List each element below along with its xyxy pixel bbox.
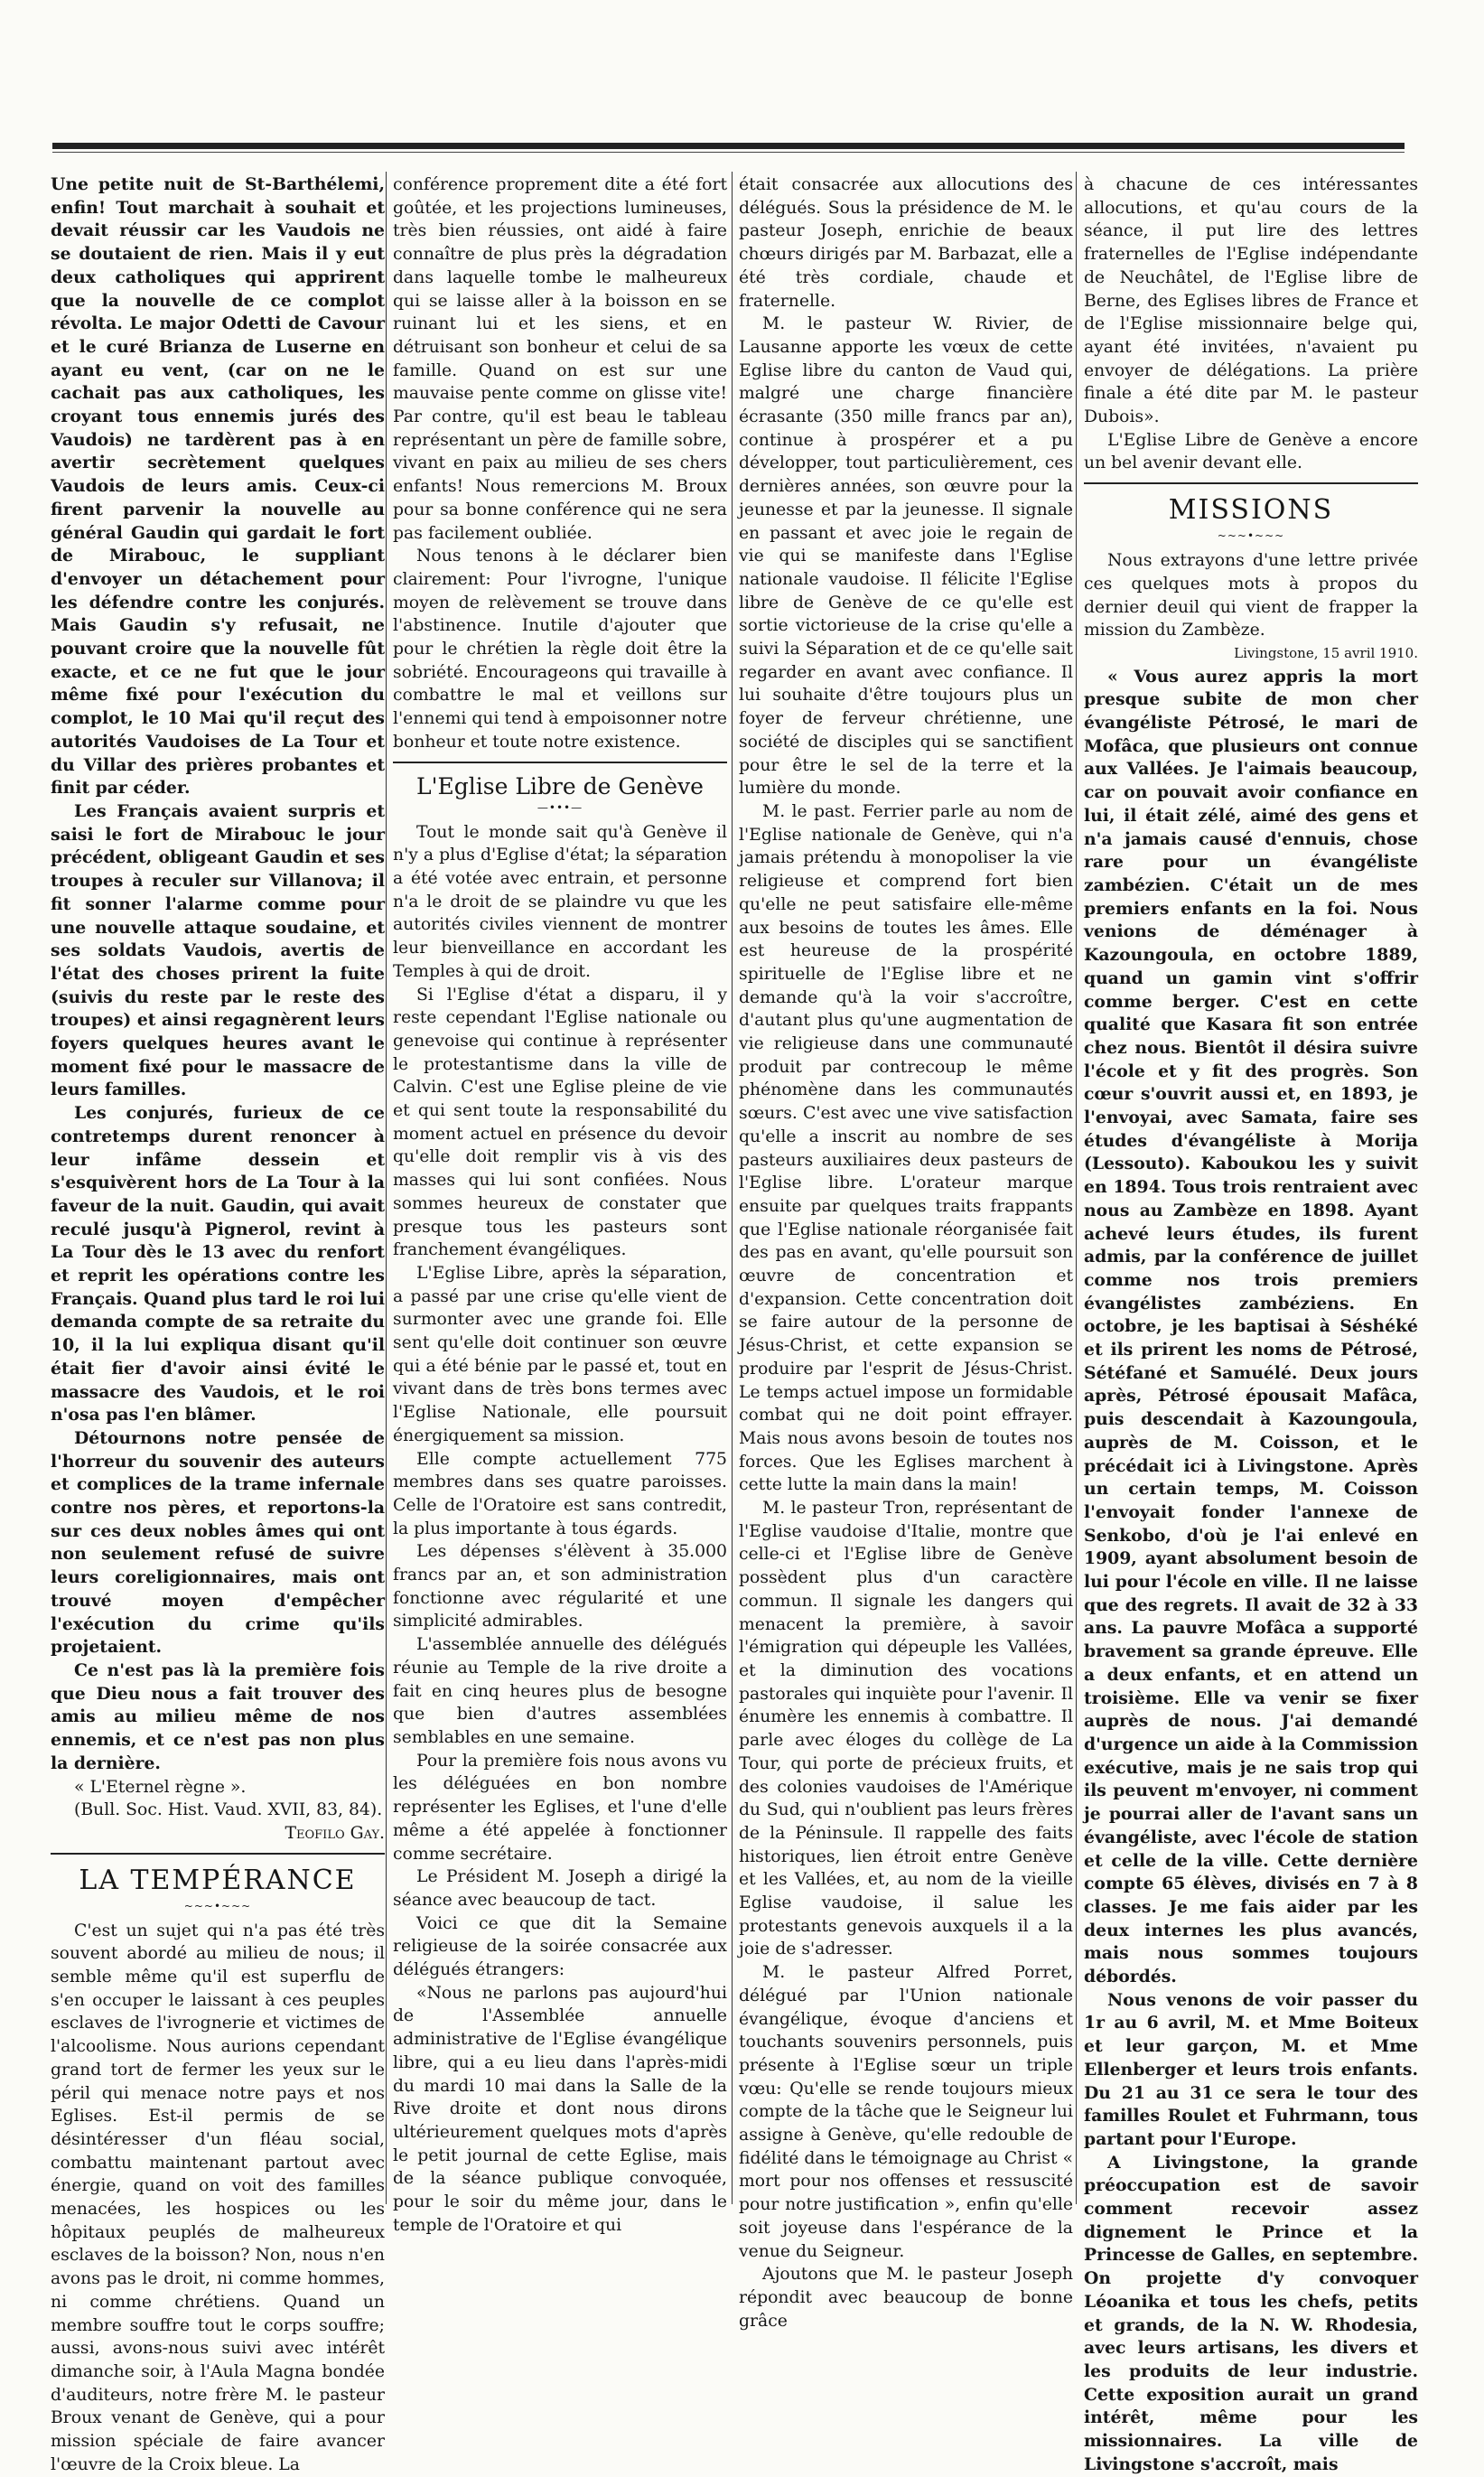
top-rule-thin	[52, 152, 1405, 153]
paragraph: M. le pasteur W. Rivier, de Lausanne apporte les vœux de cette Eglise libre du canton de Vaud qui, malgré une charge financière écrasante (350 mille francs par an), continue à prospérer et a pu développer, tout particulièrement, ces dernières années, son œuvre pour la jeunesse et par la jeunesse. Il signale en passant et avec joie le regain de vie qui se manifeste dans l'Eglise nationale vaudoise. Il félicite l'Eglise libre de Genève de ce qu'elle est sortie victorieuse de la crise qu'elle a suivi la Séparation et de ce qu'elle sait regarder en avant avec confiance. Il lui souhaite d'être toujours plus un foyer de ferveur chrétienne, une société de disciples qui se sanctifient pour être le sel de la terre et la lumière du monde.	[739, 314, 1073, 799]
paragraph: Les dépenses s'élèvent à 35.000 francs par an, et son administration fonctionne avec régularité et une simplicité admirables.	[393, 1542, 727, 1631]
ornament: ~~~•~~~	[183, 1899, 252, 1912]
paragraph: Le Président M. Joseph a dirigé la séance avec beaucoup de tact.	[393, 1867, 727, 1910]
paragraph: Détournons notre pensée de l'horreur du souvenir des auteurs et complices de la trame infernale contre nos pères, et reportons-la sur ces deux nobles âmes qui ont non seulement refusé de suivre leurs coreligionnaires, mais ont trouvé moyen d'empêcher l'exécution du crime qu'ils projetaient.	[51, 1427, 385, 1658]
section-rule	[1084, 482, 1418, 484]
ornament: —•••—	[537, 800, 583, 814]
paragraph: Voici ce que dit la Semaine religieuse de la soirée consacrée aux délégués étrangers:	[393, 1913, 727, 1980]
paragraph: était consacrée aux allocutions des délégués. Sous la présidence de M. le pasteur Joseph, enrichie de beaux chœurs dirigés par M. Barbazat, elle a été très cordiale, chaude et fraternelle.	[739, 175, 1073, 311]
paragraph: conférence proprement dite a été fort goûtée, et les projections lumineuses, très bien réussies, ont aidé à faire connaître de plus près la dégradation dans laquelle tombe le malheureux qui se laisse aller à la boisson en se ruinant lui et les siens, et en détruisant son bonheur et celui de sa famille. Quand on est sur une mauvaise pente comme on glisse vite! Par contre, qu'il est beau le tableau représentant un père de famille sobre, vivant en paix au milieu de ses chers enfants! Nous remercions M. Broux pour sa bonne conférence qui ne sera pas facilement oubliée.	[393, 175, 727, 543]
paragraph: Une petite nuit de St-Barthélemi, enfin! Tout marchait à souhait et devait réussir car les Vaudois ne se doutaient de rien. Mais il y eut deux catholiques qui apprirent que la nouvelle de ce complot révolta. Le major Odetti de Cavour et le curé Brianza de Luserne en ayant eu vent, (car on ne le cachait pas aux catholiques, les croyant tous ennemis jurés des Vaudois) ne tardèrent pas à en avertir secrètement quelques Vaudois de leurs amis. Ceux-ci firent parvenir la nouvelle au général Gaudin qui gardait le fort de Mirabouc, le suppliant d'envoyer un détachement pour les défendre contre les conjurés. Mais Gaudin s'y refusait, ne pouvant croire que la nouvelle fût exacte, et ce ne fut que le jour même fixé pour l'exécution du complot, le 10 Mai qu'il reçut des autorités Vaudoises de La Tour et du Villar des prières probantes et finit par céder.	[51, 174, 385, 799]
paragraph: L'Eglise Libre, après la séparation, a passé par une crise qu'elle vient de surmonter avec une grande foi. Elle sent qu'elle doit continuer son œuvre qui a été bénie par le passé et, tout en vivant dans de très bons termes avec l'Eglise Nationale, elle poursuit énergiquement sa mission.	[393, 1263, 727, 1445]
paragraph: Tout le monde sait qu'à Genève il n'y a plus d'Eglise d'état; la séparation a été votée avec entrain, et personne n'a le droit de se plaindre vu que les autorités civiles viennent de montrer leur bienveillance en accordant les Temples à qui de droit.	[393, 822, 727, 981]
column-3	[739, 173, 1073, 2331]
paragraph: M. le pasteur Alfred Porret, délégué par l'Union nationale évangélique, évoque d'anciens et touchants souvenirs personnels, puis présente à l'Eglise sœur un triple vœu: Qu'elle se rende toujours mieux compte de la tâche que le Seigneur lui assigne à Genève, qu'elle redouble de fidélité dans le témoignage au Christ « mort pour nos offenses et ressuscité pour notre justification », enfin qu'elle soit joyeuse dans l'espérance de la venue du Seigneur.	[739, 1963, 1073, 2261]
paragraph: L'assemblée annuelle des délégués réunie au Temple de la rive droite a fait en cinq heures plus de besogne que bien d'autres assemblées semblables en une semaine.	[393, 1635, 727, 1747]
top-rule	[52, 143, 1405, 149]
paragraph: à chacune de ces intéressantes allocutions, et qu'au cours de la séance, il put lire des lettres fraternelles de l'Eglise indépendante de Neuchâtel, de l'Eglise libre de Berne, des Eglises libres de France et de l'Eglise missionnaire belge qui, ayant été invitées, n'avaient pu envoyer de délégations. La prière finale a été dite par M. le pasteur Dubois».	[1084, 175, 1418, 427]
column-divider	[732, 172, 733, 2204]
paragraph: «Nous ne parlons pas aujourd'hui de l'Assemblée annuelle administrative de l'Eglise évangélique libre, qui a eu lieu dans l'après-midi du mardi 10 mai dans la Salle de la Rive droite et dont nous dirons ultérieurement quelques mots d'après le petit journal de cette Eglise, mais de la séance publique convoquée, pour le soir du même jour, dans le temple de l'Oratoire et qui	[393, 1983, 727, 2235]
paragraph: Elle compte actuellement 775 membres dans ses quatre paroisses. Celle de l'Oratoire est sans contredit, la plus importante à tous égards.	[393, 1449, 727, 1538]
column-2	[393, 173, 727, 2235]
paragraph: A Livingstone, la grande préoccupation est de savoir comment recevoir assez dignement le Prince et la Princesse de Galles, en septembre. On projette d'y convoquer Léoanika et tous les chefs, petits et grands, de la N. W. Rhodesia, avec leurs artisans, les divers et les produits de leur industrie. Cette exposition aurait un grand intérêt, même pour les missionnaires. La ville de Livingstone s'accroît, mais	[1084, 2152, 1418, 2474]
section-rule	[51, 1853, 385, 1855]
reference: (Bull. Soc. Hist. Vaud. XVII, 83, 84).	[74, 1800, 383, 1820]
paragraph: Les Français avaient surpris et saisi le fort de Mirabouc le jour précédent, obligeant Gaudin et ses troupes à reculer sur Villanova; il fit sonner l'alarme comme pour une nouvelle attaque soudaine, et ses soldats Vaudois, avertis de l'état des choses prirent la fuite (suivis du reste par le reste des troupes) et ainsi regagnèrent leurs foyers quelques heures avant le moment fixé pour le massacre de leurs familles.	[51, 800, 386, 1100]
column-divider	[386, 172, 387, 2204]
paragraph: Les conjurés, furieux de ce contretemps durent renoncer à leur infâme dessein et s'esquivèrent hors de La Tour à la faveur de la nuit. Gaudin, qui avait reculé jusqu'à Pignerol, revint à La Tour dès le 13 avec du renfort et reprit les opérations contre les Français. Quand plus tard le roi lui demanda compte de sa retraite du 10, il la lui expliqua disant qu'il était fier d'avoir ainsi évité le massacre des Vaudois, et le roi n'osa pas l'en blâmer.	[51, 1103, 385, 1425]
paragraph: Pour la première fois nous avons vu les déléguées en bon nombre représenter les Eglises, et l'une d'elle même a été appelée à fonctionner comme secrétaire.	[393, 1751, 727, 1864]
paragraph: Ajoutons que M. le pasteur Joseph répondit avec beaucoup de bonne grâce	[739, 2265, 1073, 2331]
paragraph: C'est un sujet qui n'a pas été très souvent abordé au milieu de nous; il semble même qu'il est superflu de s'en occuper le laissant à ces peuples esclaves de l'ivrognerie et victimes de l'alcoolisme. Nous aurions cependant grand tort de fermer les yeux sur le péril qui menace notre pays et nos Eglises. Est-il permis de se désintéresser d'un fléau social, combattu maintenant partout avec énergie, quand on voit des familles menacées, les hospices ou les hôpitaux peuplés de malheureux esclaves de la boisson? Non, nous n'en avons pas le droit, ni comme hommes, ni comme chrétiens. Quand un membre souffre tout le corps souffre; aussi, avons-nous suivi avec intérêt dimanche soir, à l'Aula Magna bondée d'auditeurs, notre frère M. le pasteur Broux venant de Genève, qui a pour mission spéciale de faire avancer l'œuvre de la Croix bleue. La	[51, 1921, 385, 2474]
signature: Teofilo Gay.	[285, 1823, 385, 1843]
dateline: Livingstone, 15 avril 1910.	[1234, 644, 1418, 661]
paragraph: M. le past. Ferrier parle au nom de l'Eglise nationale de Genève, qui n'a jamais prétendu à monopoliser la vie religieuse et comprend fort bien qu'elle ne peut satisfaire elle-même aux besoins de toutes les âmes. Elle est heureuse de la prospérité spirituelle de l'Eglise libre et ne demande qu'à la voir s'accroître, d'autant plus qu'une augmentation de vie religieuse dans une communauté produit par contrecoup le même phénomène dans les communautés sœurs. C'est avec une vive satisfaction qu'elle a inscrit au nombre de ses pasteurs auxiliaires deux pasteurs de l'Eglise libre. L'orateur marque ensuite par quelques traits frappants que l'Eglise nationale réorganisée fait des pas en avant, qu'elle poursuit son œuvre de concentration et d'expansion. Cette concentration doit se faire autour de la personne de Jésus-Christ, et cette expansion se produire par l'esprit de Jésus-Christ. Le temps actuel impose un formidable combat qui ne doit point effrayer. Mais nous avons besoin de toutes nos forces. Que les Eglises marchent à cette lutte la main dans la main!	[739, 801, 1073, 1495]
ornament: ~~~•~~~	[1217, 529, 1285, 543]
paragraph: Si l'Eglise d'état a disparu, il y reste cependant l'Eglise nationale ou genevoise qui continue à représenter le protestantisme dans la ville de Calvin. C'est une Eglise pleine de vie et qui sent toute la responsabilité du moment actuel en présence du devoir qu'elle doit remplir vis à vis des masses qui lui sont confiées. Nous sommes heureux de constater que presque tous les pasteurs sont franchement évangéliques.	[393, 985, 727, 1260]
paragraph: Ce n'est pas là la première fois que Dieu nous a fait trouver des amis au milieu même de nos ennemis, et ce n'est pas non plus la dernière.	[51, 1660, 385, 1773]
section-title-temperance: LA TEMPÉRANCE	[79, 1864, 357, 1896]
column-1	[51, 173, 386, 2474]
paragraph: « Vous aurez appris la mort presque subite de mon cher évangéliste Pétrosé, le mari de Mofâca, que plusieurs ont connue aux Vallées. Je l'aimais beaucoup, car on pouvait avoir confiance en lui, il était zélé, aimé des gens et n'a jamais causé d'ennuis, chose rare pour un évangéliste zambézien. C'était un de mes premiers enfants en la foi. Nous venions de déménager à Kazoungoula, en octobre 1889, quand un gamin vint s'offrir comme berger. C'est en cette qualité que Kasara fit son entrée chez nous. Bientôt il désira suivre l'école et y fit des progrès. Son cœur s'ouvrit aussi et, en 1893, je l'envoyai, avec Samata, faire ses études d'évangéliste à Morija (Lessouto). Kaboukou les y suivit en 1894. Tous trois rentraient avec nous au Zambèze en 1898. Ayant achevé leurs études, ils furent admis, par la conférence de juillet comme nos trois premiers évangélistes zambéziens. En octobre, je les baptisai à Séshéké et ils prirent les noms de Pétrosé, Sétéfané et Samuélé. Deux jours après, Pétrosé épousait Mafâca, puis descendait à Kazoungoula, auprès de M. Coisson, et le précédait ici à Livingstone. Après un certain temps, M. Coisson l'envoyait fonder l'annexe de Senkobo, d'où je l'ai enlevé en 1909, ayant absolument besoin de lui pour l'école en ville. Il ne laisse que des regrets. Il avait de 32 à 33 ans. La pauvre Mofâca a supporté bravement sa grande épreuve. Elle a deux enfants, et en attend un troisième. Elle va venir se fixer auprès de nous. J'ai demandé d'urgence un aide à la Commission exécutive, mais je ne sais trop qui ils peuvent m'envoyer, ni comment je pourrai aller de l'avant sans un évangéliste, avec l'école de station et celle de la ville. Cette dernière compte 65 élèves, divisés en 7 à 8 classes. Je me fais aider par les deux internes les plus avancés, mais nous sommes toujours débordés.	[1084, 666, 1418, 1987]
quote: « L'Eternel règne ».	[74, 1777, 247, 1797]
paragraph: Nous venons de voir passer du 1r au 6 avril, M. et Mme Boiteux et leur garçon, M. et Mme Ellenberger et leurs trois enfants. Du 21 au 31 ce sera le tour des familles Roulet et Fuhrmann, tous partant pour l'Europe.	[1084, 1989, 1418, 2149]
paragraph: L'Eglise Libre de Genève a encore un bel avenir devant elle.	[1084, 430, 1418, 473]
column-4	[1084, 173, 1418, 2474]
paragraph: Nous tenons à le déclarer bien clairement: Pour l'ivrogne, l'unique moyen de relèvement se trouve dans l'abstinence. Inutile d'ajouter que pour le chrétien la règle doit être la sobriété. Encourageons qui travaille à combattre le mal et veillons sur l'ennemi qui tend à empoisonner notre bonheur et toute notre existence.	[393, 547, 727, 752]
section-title-eglise: L'Eglise Libre de Genève	[416, 772, 704, 799]
column-divider	[1076, 172, 1077, 2204]
paragraph: Nous extrayons d'une lettre privée ces quelques mots à propos du dernier deuil qui vient de frapper la mission du Zambèze.	[1084, 551, 1418, 640]
section-rule	[393, 762, 727, 763]
paragraph: M. le pasteur Tron, représentant de l'Eglise vaudoise d'Italie, montre que celle-ci et l'Eglise libre de Genève possèdent plus d'un caractère commun. Il signale les dangers qui menacent la première, à savoir l'émigration qui dépeuple les Vallées, et la diminution des vocations pastorales qui inquiète pour l'avenir. Il énumère les ennemis à combattre. Il parle avec éloges du collège de La Tour, qui porte de précieux fruits, et des colonies vaudoises de l'Amérique du Sud, qui n'oublient pas leurs frères de la Péninsule. Il rappelle des faits historiques, lien étroit entre Genève et les Vallées, et, au nom de la vieille Eglise vaudoise, il salue les protestants genevois auxquels il a la joie de s'adresser.	[739, 1499, 1073, 1959]
section-title-missions: MISSIONS	[1168, 494, 1334, 527]
